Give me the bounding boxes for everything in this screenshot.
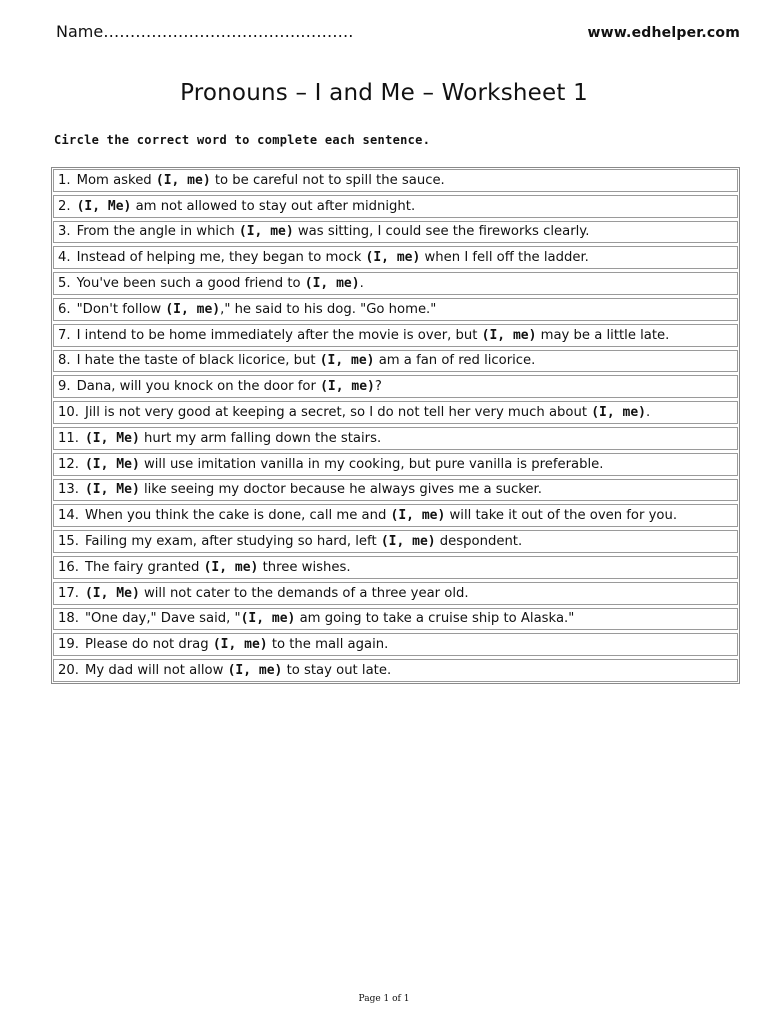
sentence-text-after: despondent. (435, 534, 523, 550)
sentence-row (53, 479, 738, 502)
pronoun-choice[interactable]: (I, Me) (84, 430, 140, 446)
pronoun-choice[interactable]: (I, me) (320, 379, 375, 395)
sentence-row (53, 375, 738, 398)
sentence-number: 10. (58, 405, 79, 421)
sentence-number: 7. (58, 327, 71, 343)
sentence-text-before: The fairy granted (84, 559, 204, 575)
pronoun-choice[interactable]: (I, me) (481, 327, 537, 343)
sentence-row (53, 504, 738, 527)
sentence-number: 2. (58, 198, 71, 214)
sentence-row (53, 530, 738, 553)
pronoun-choice[interactable]: (I, me) (227, 663, 283, 679)
pronoun-choice[interactable]: (I, me) (365, 250, 421, 266)
sentence-text-before: Jill is not very good at keeping a secret, so I do not tell her very much about (84, 405, 592, 421)
sentence-number: 9. (58, 379, 71, 395)
sentence-text-after: to be careful not to spill the sauce. (210, 172, 445, 188)
pronoun-choice[interactable]: (I, me) (212, 637, 268, 653)
sentence-number: 1. (58, 172, 71, 188)
sentence-row (53, 556, 738, 579)
sentence-number: 4. (58, 250, 71, 266)
sentence-text-after: ," he said to his dog. "Go home." (220, 301, 437, 317)
sentence-row (53, 246, 738, 269)
worksheet-title: Pronouns – I and Me – Worksheet 1 (180, 80, 588, 106)
sentence-row (53, 221, 738, 244)
page-number: Page 1 of 1 (358, 994, 410, 1004)
sentence-number: 16. (58, 559, 79, 575)
website-label: www.edhelper.com (587, 25, 740, 41)
pronoun-choice[interactable]: (I, Me) (84, 456, 140, 472)
pronoun-choice[interactable]: (I, Me) (76, 198, 132, 214)
sentence-text-after: am going to take a cruise ship to Alaska." (295, 611, 575, 627)
sentence-text-before: Dana, will you knock on the door for (76, 379, 321, 395)
pronoun-choice[interactable]: (I, me) (240, 611, 296, 627)
pronoun-choice[interactable]: (I, Me) (84, 482, 140, 498)
sentence-row (53, 633, 738, 656)
sentence-text-after: will take it out of the oven for you. (445, 508, 678, 524)
sentence-number: 3. (58, 224, 71, 240)
sentence-text-after: when I fell off the ladder. (420, 250, 589, 266)
sentence-text-before: Failing my exam, after studying so hard, left (84, 534, 381, 550)
sentence-row (53, 272, 738, 295)
sentence-number: 12. (58, 456, 79, 472)
sentence-number: 14. (58, 508, 79, 524)
sentence-number: 15. (58, 534, 79, 550)
sentence-number: 8. (58, 353, 71, 369)
pronoun-choice[interactable]: (I, me) (591, 405, 646, 421)
sentence-number: 17. (58, 585, 79, 601)
sentence-table (51, 167, 740, 684)
sentence-text-after: like seeing my doctor because he always gives me a sucker. (139, 482, 542, 498)
pronoun-choice[interactable]: (I, me) (304, 276, 360, 292)
sentence-text-after: ? (374, 379, 382, 395)
pronoun-choice[interactable]: (I, me) (238, 224, 294, 240)
pronoun-choice[interactable]: (I, me) (165, 301, 221, 317)
sentence-text-after: to the mall again. (267, 637, 389, 653)
sentence-text-after: am not allowed to stay out after midnight. (131, 198, 416, 214)
sentence-text-after: hurt my arm falling down the stairs. (139, 430, 382, 446)
sentence-row (53, 169, 738, 192)
sentence-row (53, 453, 738, 476)
sentence-text-before: I intend to be home immediately after the movie is over, but (76, 327, 482, 343)
sentence-number: 13. (58, 482, 79, 498)
sentence-text-before: Please do not drag (84, 637, 213, 653)
sentence-text-after: will use imitation vanilla in my cooking, but pure vanilla is preferable. (139, 456, 604, 472)
sentence-row (53, 427, 738, 450)
sentence-row (53, 195, 738, 218)
sentence-row (53, 659, 738, 682)
sentence-text-before: Instead of helping me, they began to mock (76, 250, 366, 266)
sentence-text-before: My dad will not allow (84, 663, 228, 679)
sentence-row (53, 298, 738, 321)
sentence-text-after: to stay out late. (282, 663, 392, 679)
sentence-number: 6. (58, 301, 71, 317)
instructions-text: Circle the correct word to complete each sentence. (54, 133, 431, 147)
sentence-number: 20. (58, 663, 79, 679)
sentence-text-after: was sitting, I could see the fireworks clearly. (293, 224, 590, 240)
sentence-row (53, 401, 738, 424)
sentence-text-after: three wishes. (258, 559, 351, 575)
sentence-number: 18. (58, 611, 79, 627)
sentence-row (53, 582, 738, 605)
sentence-text-after: may be a little late. (536, 327, 670, 343)
sentence-number: 5. (58, 276, 71, 292)
sentence-row (53, 350, 738, 373)
sentence-text-before: You've been such a good friend to (76, 276, 305, 292)
sentence-text-before: "One day," Dave said, " (84, 611, 241, 627)
sentence-text-before: "Don't follow (76, 301, 166, 317)
sentence-row (53, 324, 738, 347)
pronoun-choice[interactable]: (I, Me) (84, 585, 140, 601)
sentence-row (53, 608, 738, 631)
sentence-text-before: When you think the cake is done, call me and (84, 508, 391, 524)
pronoun-choice[interactable]: (I, me) (380, 534, 436, 550)
sentence-text-after: am a fan of red licorice. (374, 353, 536, 369)
sentence-text-after: . (645, 405, 651, 421)
pronoun-choice[interactable]: (I, me) (319, 353, 375, 369)
sentence-text-after: will not cater to the demands of a three year old. (139, 585, 469, 601)
sentence-text-before: Mom asked (76, 172, 156, 188)
sentence-number: 19. (58, 637, 79, 653)
pronoun-choice[interactable]: (I, me) (155, 172, 211, 188)
name-line: Name……………………………….………. (56, 22, 354, 41)
pronoun-choice[interactable]: (I, me) (390, 508, 446, 524)
sentence-text-before: I hate the taste of black licorice, but (76, 353, 320, 369)
sentence-text-after: . (359, 276, 364, 292)
sentence-number: 11. (58, 430, 79, 446)
sentence-text-before: From the angle in which (76, 224, 239, 240)
page-header (56, 22, 740, 44)
pronoun-choice[interactable]: (I, me) (203, 559, 259, 575)
